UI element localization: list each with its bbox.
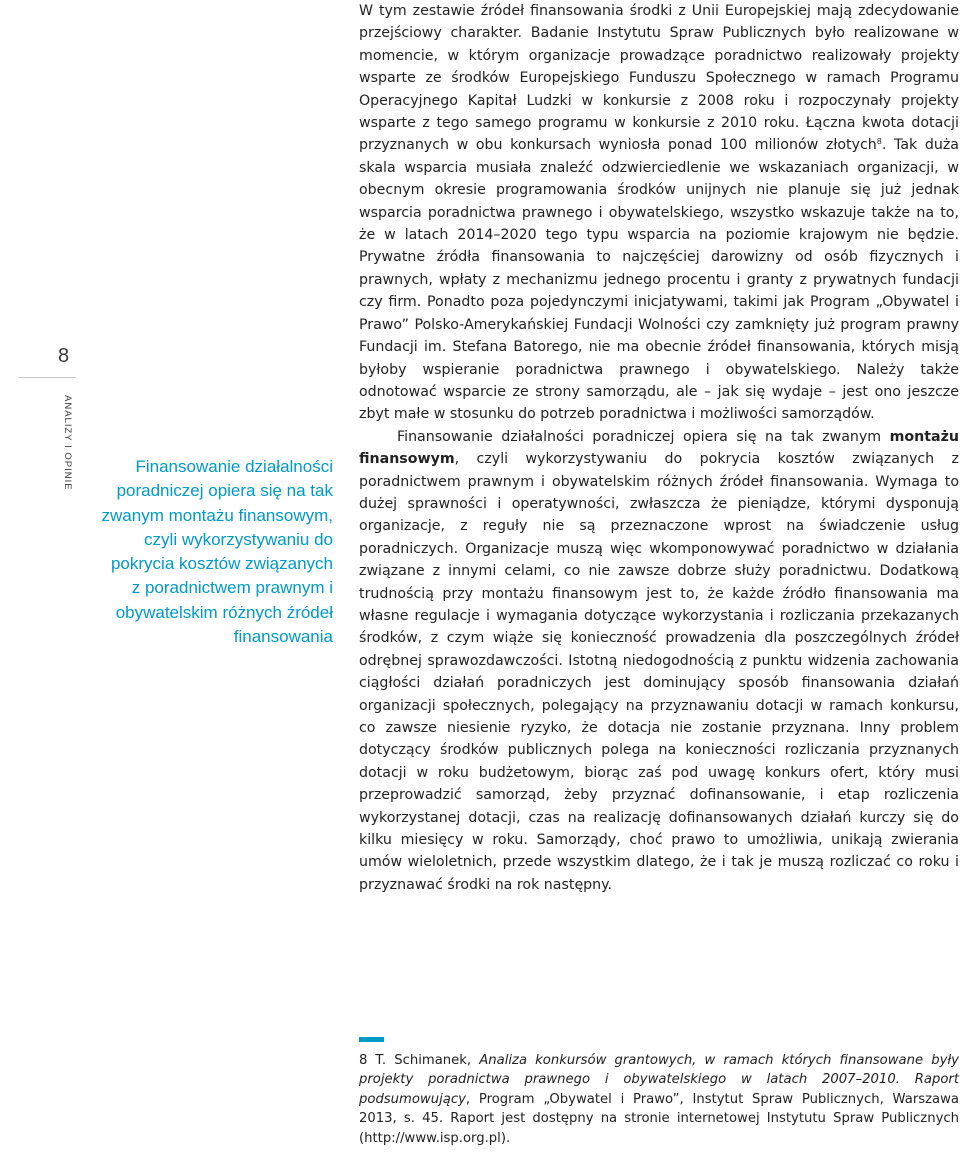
paragraph-1-continuation: . Tak duża skala wsparcia musiała znaleźć odzwierciedlenie we wskazaniach organizacji, w obecnym okresie programowania środków unijnych nie planuje się już jednak wsparcia poradnictwa prawnego i obywatelskiego, wszystko wskazuje także na to, że w latach 2014–2020 tego typu wsparcia na poziomie krajowym nie będzie. Prywatne źródła finansowania to najczęściej darowizny od osób fizycznych i prawnych, wpłaty z mechanizmu jednego procentu i granty z prywatnych fundacji czy firm. Ponadto poza pojedynczymi inicjatywami, takimi jak Program „Obywatel i Prawo” Polsko-Amerykańskiej Fundacji Wolności czy zamknięty już program prawny Fundacji im. Stefana Batorego, nie ma obecnie źródeł finansowania, których misją byłoby wspieranie poradnictwa prawnego i obywatelskiego. Należy także odnotować wsparcie ze strony samorządu, ale – jak się wydaje – jest ono jeszcze zbyt małe w stosunku do potrzeb poradnictwa i możliwości samorządów. <box>359 137 959 423</box>
paragraph-1 <box>359 0 959 426</box>
paragraph-1-text: W tym zestawie źródeł finansowania środki z Unii Europejskiej mają zdecydowanie przejściowy charakter. Badanie Instytutu Spraw Publicznych było realizowane w momencie, w którym organizacje prowadzące poradnictwo realizowały projekty wsparte ze środków Europejskiego Funduszu Społecznego w ramach Programu Operacyjnego Kapitał Ludzki w konkursie z 2008 roku i rozpoczynały projekty wsparte z tego samego programu w konkursie z 2010 roku. Łączna kwota dotacji przyznanych w obu konkursach wyniosła ponad 100 milionów złotych <box>359 3 959 154</box>
page-number: 8 <box>58 345 70 367</box>
footnote <box>359 1051 959 1148</box>
paragraph-2-emphasis: montażu finansowym <box>359 428 959 468</box>
footnote-title: Analiza konkursów grantowych, w ramach których finansowane były projekty poradnictwa prawnego i obywatelskiego w latach 2007–2010. Raport podsumowujący <box>359 1053 959 1107</box>
footnote-reference: 8 <box>876 137 882 147</box>
footnote-author: T. Schimanek, <box>375 1053 480 1068</box>
footnote-number: 8 <box>359 1053 368 1068</box>
paragraph-2-start: Finansowanie działalności poradniczej opiera się na tak zwanym <box>397 428 890 445</box>
paragraph-2-rest: , czyli wykorzystywaniu do pokrycia kosztów związanych z poradnictwem prawnym i obywatelskim różnych źródeł finansowania. Wymaga to dużej sprawności i operatywności, zwłaszcza że pieniądze, którymi dysponują organizacje, z reguły nie są przeznaczone wprost na świadczenie usług poradniczych. Organizacje muszą więc wkomponowywać poradnictwo w działania związane z innymi celami, co nie zawsze dobrze służy poradnictwu. Dodatkową trudnością przy montażu finansowym jest to, że każde źródło finansowania ma własne regulacje i wymagania dotyczące wykorzystania i rozliczania przekazanych środków, z czym wiąże się konieczność prowadzenia dla poszczególnych źródeł odrębnej sprawozdawczości. Istotną niedogodnością z punktu widzenia zachowania ciągłości działań poradniczych jest dominujący sposób finansowania działań organizacji społecznych, polegający na przyznawaniu dotacji w ramach konkursu, co zawsze niesienie ryzyko, że dotacja nie zostanie przyznana. Inny problem dotyczący środków publicznych polega na konieczności rozliczania przyznanych dotacji w roku budżetowym, biorąc zaś pod uwagę konkurs ofert, który musi przeprowadzić samorząd, żeby przyznać dofinansowanie, i etap rozliczenia wykorzystanej dotacji, czas na realizację dofinansowanych działań kurczy się do kilku miesięcy w roku. Samorządy, choć prawo to umożliwia, unikają zwierania umów wieloletnich, przede wszystkim dlatego, że i tak je muszą rozliczać co roku i przyznawać środki na rok następny. <box>359 451 959 893</box>
main-text <box>359 0 959 896</box>
footnote-accent-bar <box>359 1037 384 1042</box>
pull-quote: Finansowanie działalności poradniczej opiera się na tak zwanym montażu finansowym, czyli wykorzystywaniu do pokrycia kosztów związanych z poradnictwem prawnym i obywatelskim różnych źródeł finansowania <box>101 457 333 647</box>
paragraph-2 <box>359 426 959 897</box>
footnote-details: , Program „Obywatel i Prawo”, Instytut Spraw Publicznych, Warszawa 2013, s. 45. Raport jest dostępny na stronie internetowej Instytutu Spraw Publicznych (http://www.isp.org.pl). <box>359 1091 959 1146</box>
page-number-rule <box>18 377 76 378</box>
section-label: ANALIZY I OPINIE <box>62 395 73 491</box>
